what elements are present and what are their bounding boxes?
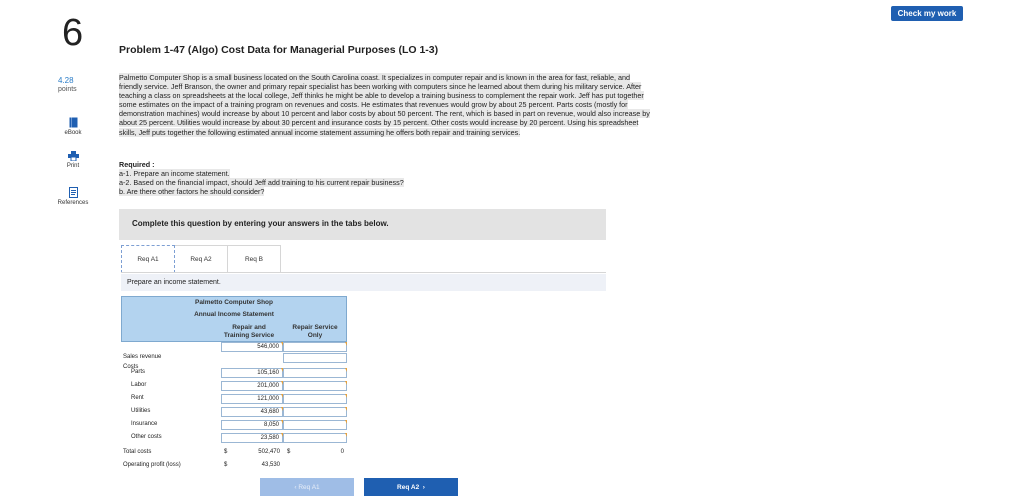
required-section xyxy=(119,160,519,196)
book-icon xyxy=(69,117,78,128)
tab-req-a1[interactable]: Req A1 xyxy=(121,245,175,273)
points-value: 4.28 xyxy=(58,76,74,85)
total-costs-repair-training: 502,470 xyxy=(258,449,280,455)
problem-description xyxy=(119,73,654,137)
cost-label-parts: Parts xyxy=(131,369,146,375)
instruction-text: Complete this question by entering your answers in the tabs below. xyxy=(132,219,389,228)
dollar-sign: $ xyxy=(224,462,228,468)
col-header-repair-training: Repair and Training Service xyxy=(223,324,275,339)
sales-label: Sales revenue xyxy=(123,354,162,360)
utilities-repair-only-input[interactable] xyxy=(283,407,347,417)
ebook-label: eBook xyxy=(64,130,82,136)
problem-title: Problem 1-47 (Algo) Cost Data for Managerial Purposes (LO 1-3) xyxy=(119,44,439,56)
tab-req-a2[interactable]: Req A2 xyxy=(175,245,228,273)
other-repair-training-input[interactable]: 23,580 xyxy=(221,433,283,443)
cost-label-insurance: Insurance xyxy=(131,421,158,427)
table-row-total-costs xyxy=(121,448,347,459)
tab-req-b[interactable]: Req B xyxy=(228,245,281,273)
labor-repair-only-input[interactable] xyxy=(283,381,347,391)
table-row xyxy=(121,433,347,444)
table-row-operating-profit xyxy=(121,461,347,472)
table-row xyxy=(121,368,347,379)
required-item: a-2. Based on the financial impact, should Jeff add training to his current repair business? xyxy=(119,178,404,187)
next-tab-button[interactable]: Req A2 › xyxy=(364,478,458,496)
table-row-sales-value xyxy=(121,342,347,353)
rent-repair-training-input[interactable]: 121,000 xyxy=(221,394,283,404)
required-item: a-1. Prepare an income statement. xyxy=(119,169,230,178)
operating-profit-repair-training: 43,530 xyxy=(261,462,280,468)
print-button[interactable] xyxy=(53,151,93,169)
total-costs-label: Total costs xyxy=(123,449,152,455)
document-icon xyxy=(69,187,78,198)
references-button[interactable] xyxy=(53,187,93,206)
table-row xyxy=(121,381,347,392)
table-row xyxy=(121,394,347,405)
requirement-tabs xyxy=(121,245,281,272)
tab-divider xyxy=(121,272,606,273)
ebook-button[interactable] xyxy=(53,117,93,136)
statement-header xyxy=(121,296,347,342)
prompt-text: Prepare an income statement. xyxy=(127,279,221,286)
cost-label-other: Other costs xyxy=(131,434,162,440)
cost-label-rent: Rent xyxy=(131,395,144,401)
table-row xyxy=(121,407,347,418)
costs-label: Costs xyxy=(123,364,139,370)
utilities-repair-training-input[interactable]: 43,680 xyxy=(221,407,283,417)
problem-body: Palmetto Computer Shop is a small business located on the South Carolina coast. It specializes in computer repair and is known in the area for fast, reliable, and friendly service. Jeff Branson, the owner and primary repair specialist has been working with computers since he learned about them during his military service. After teaching a class on spreadsheets at the local college, Jeff thinks he might be able to develop a training business to complement the repair work. Jeff has put together some estimates on the impact of a training program on revenues and costs. He estimates that revenues would grow by about 25 percent. Parts costs (mostly for demonstration machines) would increase by about 10 percent and labor costs by about 50 percent. The rent, which is based in part on revenue, would also increase by about 25 percent. Utilities would increase by about 30 percent and insurance costs by 15 percent. Other costs would increase by 20 percent. Using his spreadsheet skills, Jeff puts together the following estimated annual income statement assuming he offers both repair and training services. xyxy=(119,73,650,137)
parts-repair-only-input[interactable] xyxy=(283,368,347,378)
insurance-repair-only-input[interactable] xyxy=(283,420,347,430)
parts-repair-training-input[interactable]: 105,160 xyxy=(221,368,283,378)
chevron-left-icon: ‹ xyxy=(294,483,299,491)
statement-title: Annual Income Statement xyxy=(194,311,274,318)
question-number: 6 xyxy=(62,12,84,54)
print-label: Print xyxy=(66,163,80,169)
table-row xyxy=(121,420,347,431)
printer-icon xyxy=(68,151,79,161)
sales-repair-training-input[interactable]: 546,000 xyxy=(221,342,283,352)
col-header-repair-only: Repair Service Only xyxy=(292,324,338,339)
labor-repair-training-input[interactable]: 201,000 xyxy=(221,381,283,391)
operating-profit-label: Operating profit (loss) xyxy=(123,462,181,468)
company-name: Palmetto Computer Shop xyxy=(194,299,273,306)
required-item: b. Are there other factors he should consider? xyxy=(119,187,265,196)
total-costs-repair-only: $ 0 xyxy=(287,449,344,455)
insurance-repair-training-input[interactable]: 8,050 xyxy=(221,420,283,430)
points-label: points xyxy=(58,86,77,93)
other-repair-only-input[interactable] xyxy=(283,433,347,443)
sales-repair-only-input-top[interactable] xyxy=(283,342,347,352)
rent-repair-only-input[interactable] xyxy=(283,394,347,404)
check-my-work-button[interactable]: Check my work xyxy=(891,6,963,21)
prev-tab-button[interactable]: ‹ Req A1 xyxy=(260,478,354,496)
chevron-right-icon: › xyxy=(419,483,425,491)
table-row-costs-heading xyxy=(121,353,347,370)
required-heading: Required : xyxy=(119,160,155,169)
references-label: References xyxy=(57,200,89,206)
cost-label-labor: Labor xyxy=(131,382,147,388)
cost-label-utilities: Utilities xyxy=(131,408,151,414)
dollar-sign: $ xyxy=(224,449,228,455)
